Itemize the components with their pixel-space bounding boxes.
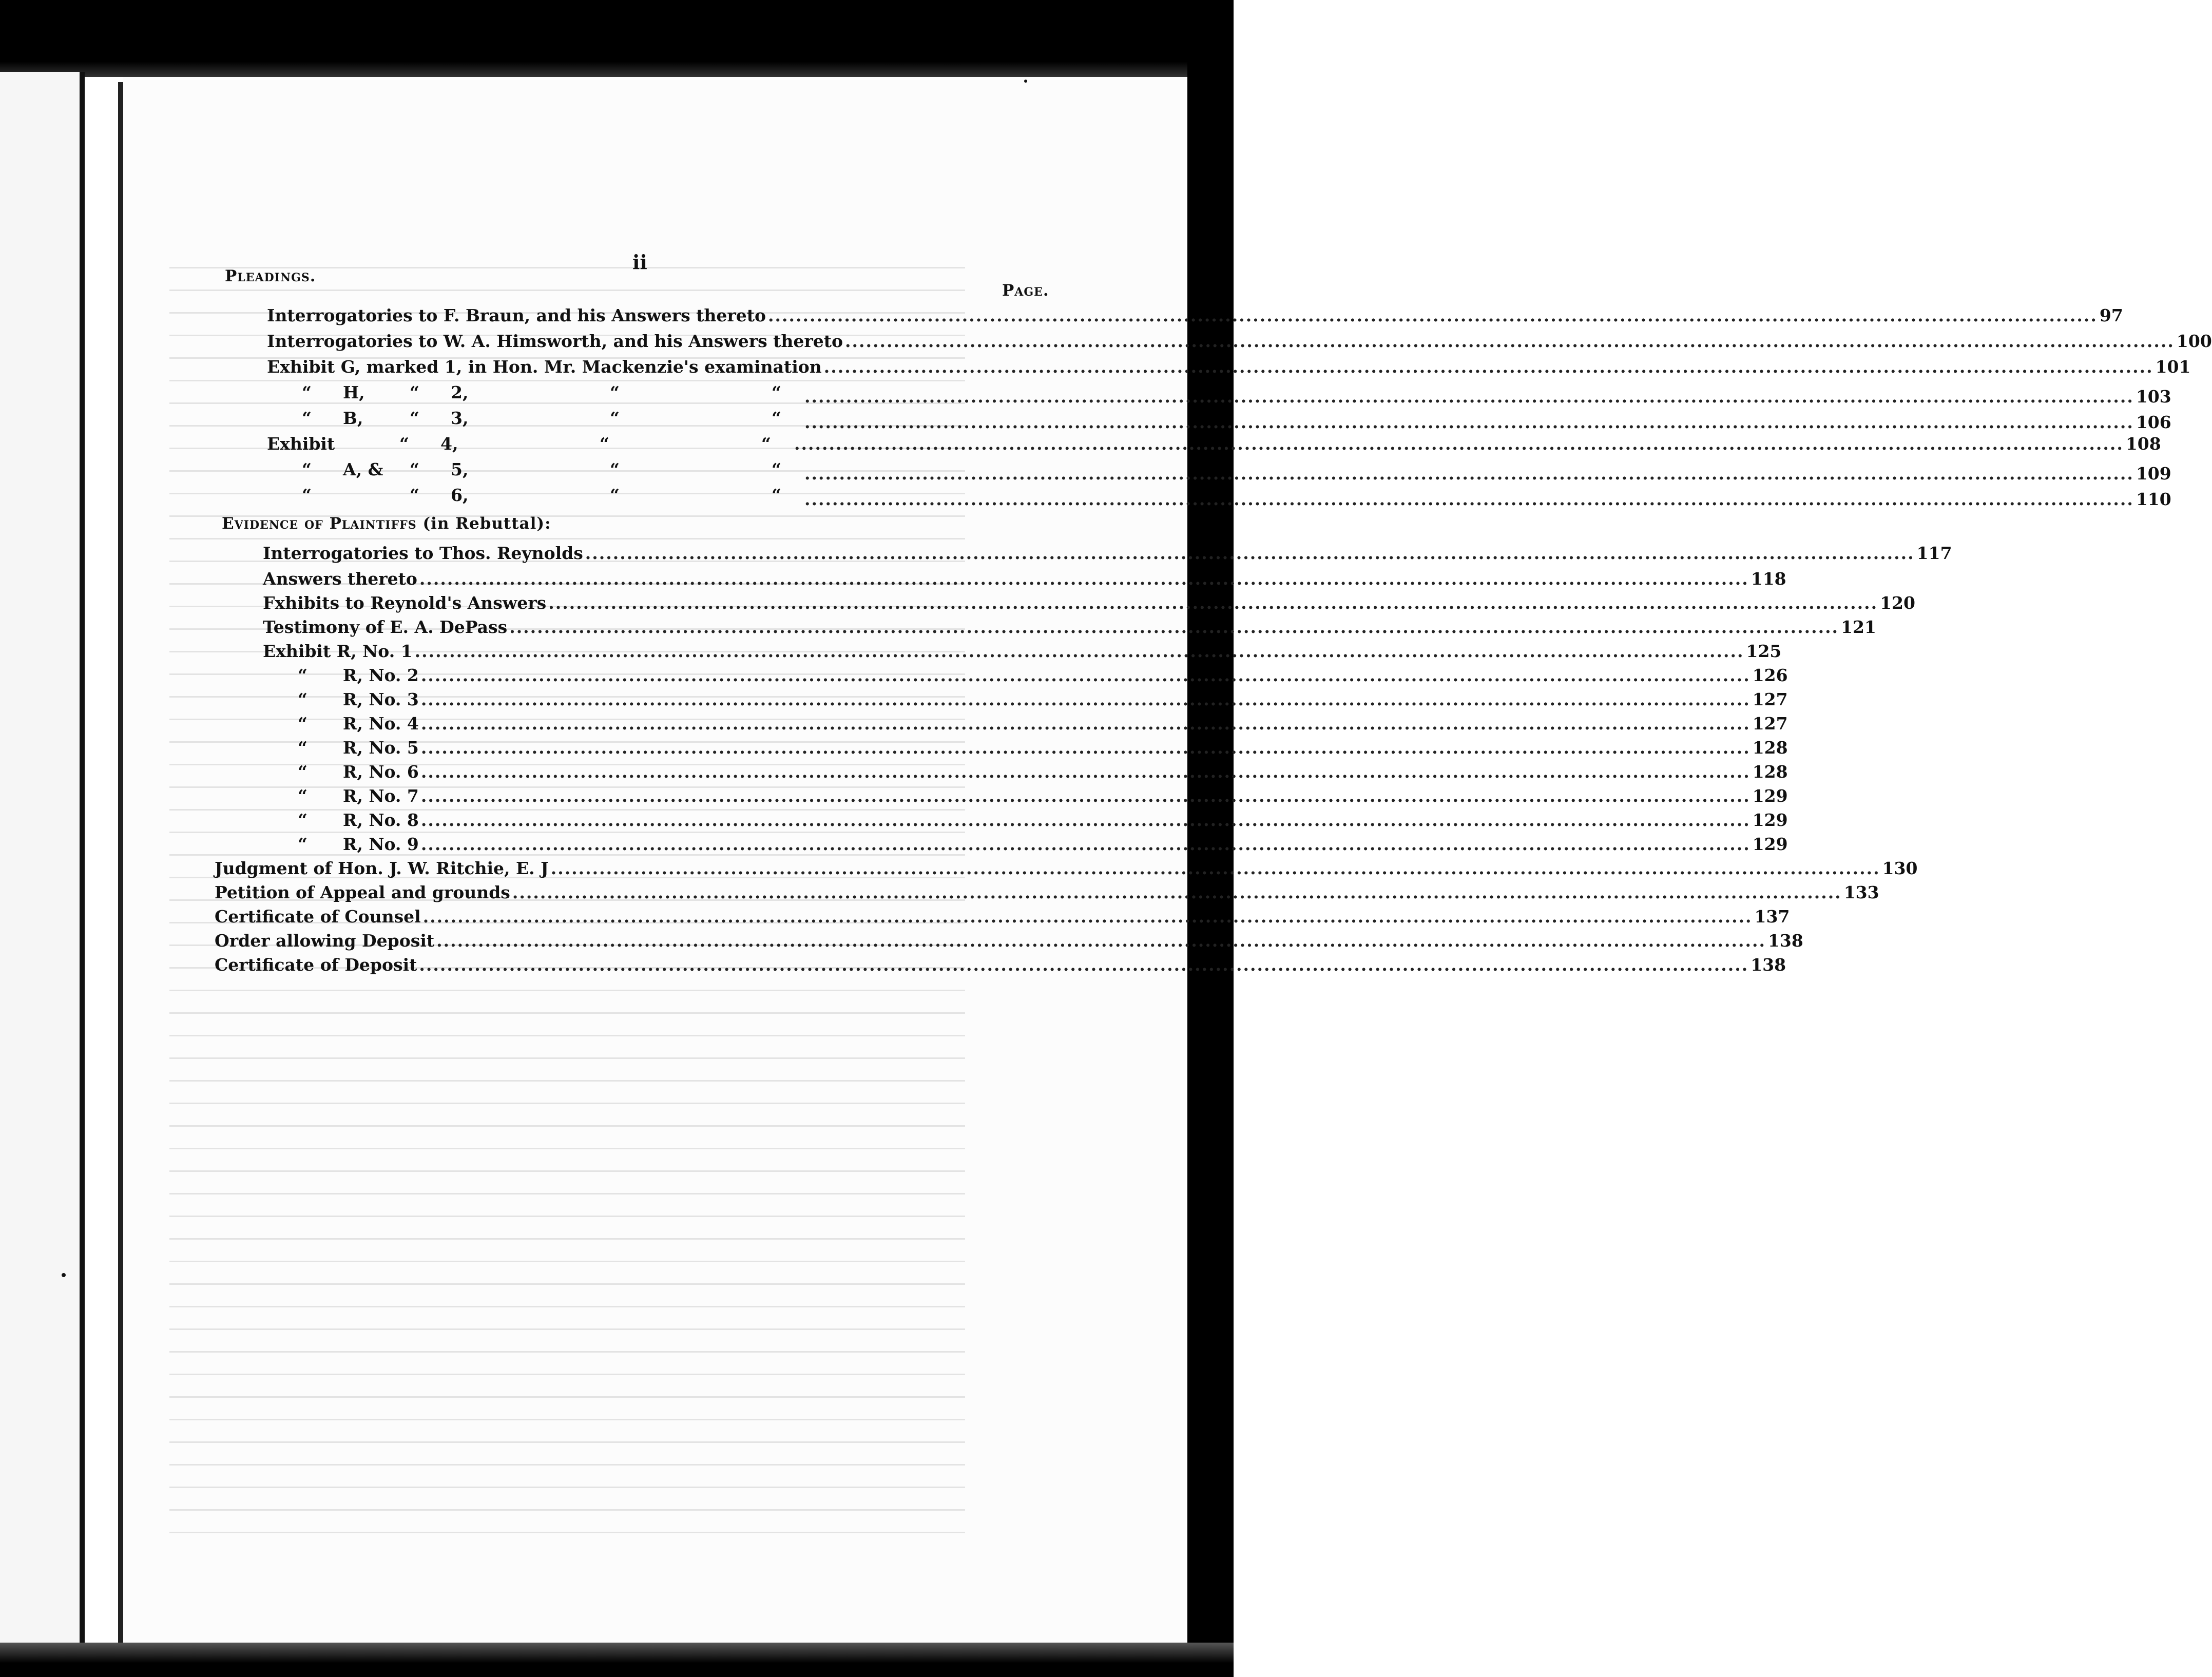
toc-row	[215, 907, 1790, 932]
section-heading-pleadings: Pleadings.	[225, 267, 316, 285]
dot-leader: ................................................................................................................................................................................................	[420, 786, 1751, 806]
toc-entry-label: Testimony of E. A. DePass	[263, 617, 508, 637]
toc-page-number: 101	[2155, 357, 2191, 377]
ditto-mark: “	[302, 485, 312, 505]
toc-ditto-row	[267, 408, 2171, 434]
toc-row	[263, 569, 1786, 594]
toc-row	[263, 593, 1915, 619]
dot-leader: ................................................................................................................................................................................................	[419, 955, 1749, 975]
toc-page-number: 120	[1880, 593, 1915, 613]
toc-entry-label: Petition of Appeal and grounds	[215, 882, 510, 902]
ditto-columns	[267, 485, 802, 505]
toc-page-number: 129	[1752, 786, 1788, 806]
toc-page-number: 138	[1751, 955, 1786, 975]
dot-leader: ................................................................................................................................................................................................	[585, 543, 1915, 563]
toc-page-number: 121	[1841, 617, 1876, 637]
toc-row	[298, 810, 1788, 836]
toc-page-number: 97	[2099, 305, 2123, 325]
ditto-mark: “	[772, 485, 781, 505]
toc-entry-label: Certificate of Counsel	[215, 907, 421, 927]
ditto-mark: “	[410, 382, 419, 402]
dot-leader: ................................................................................................................................................................................................	[804, 489, 2134, 509]
ditto-mark: “	[399, 434, 409, 454]
toc-page-number: 137	[1754, 907, 1790, 927]
ditto-mark: “	[761, 434, 771, 454]
toc-entry-label: Certificate of Deposit	[215, 955, 417, 975]
toc-page-number: 118	[1751, 569, 1786, 589]
toc-page-number: 129	[1752, 810, 1788, 830]
toc-row	[263, 617, 1876, 643]
ditto-mark: “	[610, 408, 620, 428]
toc-entry-label: Interrogatories to F. Braun, and his Answers thereto	[267, 305, 766, 325]
ditto-mark: “	[600, 434, 609, 454]
toc-page-number: 130	[1882, 858, 1918, 878]
toc-page-number: 100	[2176, 331, 2212, 351]
toc-page-number: 110	[2136, 489, 2171, 509]
toc-entry-label: Exhibit R, No. 1	[263, 641, 413, 661]
toc-page-number: 128	[1752, 738, 1788, 758]
page-number: ii	[632, 250, 647, 274]
toc-row	[298, 762, 1788, 787]
ditto-mark: “	[610, 459, 620, 479]
page-column-heading: Page.	[1002, 281, 1049, 300]
toc-page-number: 125	[1746, 641, 1782, 661]
ditto-mark: “	[302, 459, 312, 479]
dot-leader: ................................................................................................................................................................................................	[414, 641, 1744, 661]
toc-row	[267, 305, 2123, 331]
dot-leader: ................................................................................................................................................................................................	[768, 305, 2098, 325]
toc-row	[298, 689, 1788, 715]
scan-speck	[1024, 80, 1027, 83]
ditto-mark: “	[772, 382, 781, 402]
ditto-mark: “	[610, 382, 620, 402]
toc-entry-label: “ R, No. 7	[298, 786, 419, 806]
toc-ditto-row	[267, 434, 2161, 459]
toc-ditto-row	[267, 459, 2171, 485]
ditto-columns	[267, 382, 802, 402]
toc-page-number: 103	[2136, 387, 2171, 407]
toc-entry-label: “ R, No. 3	[298, 689, 419, 709]
toc-page-number: 127	[1752, 689, 1788, 709]
toc-row	[267, 357, 2191, 382]
toc-row	[215, 955, 1786, 980]
toc-entry-label: Answers thereto	[263, 569, 417, 589]
toc-page-number: 106	[2136, 412, 2171, 432]
dot-leader: ................................................................................................................................................................................................	[436, 931, 1766, 951]
exhibit-letter: A, &	[343, 459, 383, 479]
toc-row	[215, 858, 1918, 884]
ditto-columns	[267, 459, 802, 479]
toc-entry-label: Judgment of Hon. J. W. Ritchie, E. J	[215, 858, 549, 878]
toc-page-number: 133	[1843, 882, 1879, 902]
toc-page-number: 117	[1916, 543, 1952, 563]
book-gutter	[80, 72, 85, 1648]
dot-leader: ................................................................................................................................................................................................	[420, 738, 1751, 758]
toc-entry-label: “ R, No. 9	[298, 834, 419, 854]
toc-page-number: 126	[1752, 665, 1788, 685]
toc-entry-label: “ R, No. 6	[298, 762, 419, 782]
marked-number: 3,	[451, 408, 469, 428]
toc-entry-label: “ R, No. 5	[298, 738, 419, 758]
dot-leader: ................................................................................................................................................................................................	[823, 357, 2153, 377]
marked-number: 4,	[440, 434, 458, 454]
ditto-mark: “	[302, 408, 312, 428]
toc-entry-label: “ R, No. 8	[298, 810, 419, 830]
toc-row	[263, 641, 1782, 667]
dot-leader: ................................................................................................................................................................................................	[420, 689, 1751, 709]
toc-entry-label: “ R, No. 2	[298, 665, 419, 685]
toc-entry-label: Interrogatories to W. A. Himsworth, and his Answers thereto	[267, 331, 843, 351]
dot-leader: ................................................................................................................................................................................................	[422, 907, 1753, 927]
toc-entry-label: Fxhibits to Reynold's Answers	[263, 593, 547, 613]
toc-row	[298, 714, 1788, 739]
toc-page-number: 138	[1767, 931, 1803, 951]
toc-page-number: 129	[1752, 834, 1788, 854]
toc-entry-label: Order allowing Deposit	[215, 931, 435, 951]
toc-entry-label: Interrogatories to Thos. Reynolds	[263, 543, 583, 563]
toc-row	[215, 882, 1879, 908]
exhibit-letter: B,	[343, 408, 363, 428]
ditto-mark: “	[410, 485, 419, 505]
ditto-mark: “	[302, 382, 312, 402]
scan-border-top	[0, 0, 1234, 77]
exhibit-letter	[343, 485, 410, 505]
facing-page-edge	[0, 72, 85, 1648]
ditto-mark: “	[610, 485, 620, 505]
ditto-mark: “	[772, 408, 781, 428]
evidence-heading-title: Evidence of Plaintiffs	[222, 514, 417, 533]
ditto-columns	[267, 408, 802, 428]
dot-leader: ................................................................................................................................................................................................	[804, 464, 2134, 484]
toc-row	[298, 665, 1788, 691]
marked-number: 2,	[451, 382, 469, 402]
exhibit-letter: H,	[343, 382, 365, 402]
ditto-mark: “	[772, 459, 781, 479]
toc-row	[298, 786, 1788, 812]
toc-page-number: 127	[1752, 714, 1788, 734]
toc-row	[298, 738, 1788, 763]
toc-ditto-row	[267, 485, 2171, 511]
marked-number: 5,	[451, 459, 469, 479]
toc-row	[298, 834, 1788, 860]
ditto-mark: “	[410, 459, 419, 479]
dot-leader: ................................................................................................................................................................................................	[420, 762, 1751, 782]
toc-page-number: 108	[2125, 434, 2161, 454]
dot-leader: ................................................................................................................................................................................................	[550, 858, 1880, 878]
dot-leader: ................................................................................................................................................................................................	[509, 617, 1839, 637]
dot-leader: ................................................................................................................................................................................................	[419, 569, 1749, 589]
toc-entry-label: “ R, No. 4	[298, 714, 419, 734]
dot-leader: ................................................................................................................................................................................................	[420, 665, 1751, 685]
toc-entry-label: Exhibit G, marked 1, in Hon. Mr. Mackenzie's examination	[267, 357, 822, 377]
toc-row	[267, 331, 2212, 357]
evidence-heading-suffix: (in Rebuttal):	[422, 514, 551, 533]
scan-speck	[62, 1273, 66, 1277]
dot-leader: ................................................................................................................................................................................................	[804, 387, 2134, 407]
ditto-columns	[267, 434, 792, 454]
dot-leader: ................................................................................................................................................................................................	[548, 593, 1878, 613]
dot-leader: ................................................................................................................................................................................................	[420, 834, 1751, 854]
toc-page-number: 109	[2136, 464, 2171, 484]
marked-number: 6,	[451, 485, 469, 505]
ditto-mark: “	[410, 408, 419, 428]
dot-leader: ................................................................................................................................................................................................	[804, 412, 2134, 432]
dot-leader: ................................................................................................................................................................................................	[420, 714, 1751, 734]
toc-page-number: 128	[1752, 762, 1788, 782]
dot-leader: ................................................................................................................................................................................................	[794, 434, 2124, 454]
dot-leader: ................................................................................................................................................................................................	[845, 331, 2175, 351]
page-edge-shadow	[118, 82, 123, 1643]
dot-leader: ................................................................................................................................................................................................	[420, 810, 1751, 830]
scan-border-bottom	[0, 1643, 1234, 1677]
toc-ditto-row	[267, 382, 2171, 408]
ditto-prefix: Exhibit	[267, 434, 335, 454]
toc-row	[263, 543, 1952, 569]
section-heading-evidence	[222, 514, 551, 533]
toc-row	[215, 931, 1803, 956]
dot-leader: ................................................................................................................................................................................................	[512, 882, 1842, 902]
